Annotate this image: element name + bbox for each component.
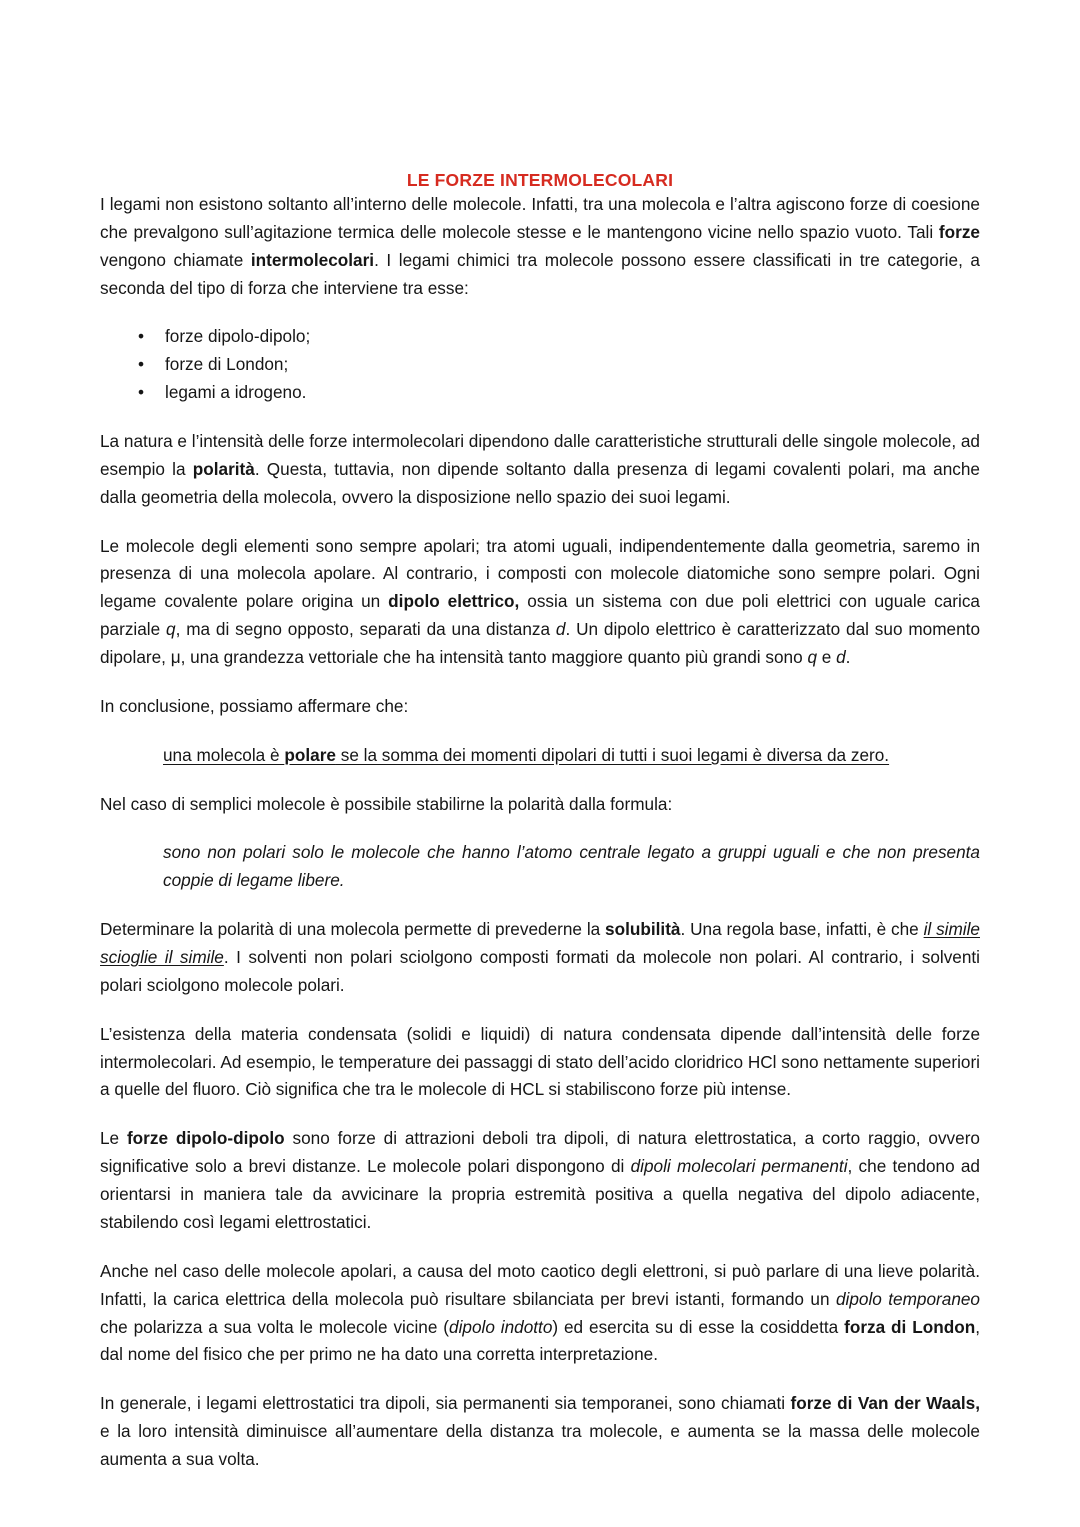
list-item-label: legami a idrogeno. <box>165 382 307 403</box>
natura-text-part1: La natura e l’intensità delle forze intermolecolari dipendono dalle caratteristiche strutturali delle singole molecole, ad esempio la <box>100 431 980 479</box>
spacer <box>100 1237 980 1258</box>
dipolo-text-part3: , che tendono ad orientarsi in maniera tale da avvicinare la propria estremità positiva a quella negativa del dipolo adiacente, stabilendo così legami elettrostatici. <box>100 1156 980 1232</box>
bullet-dot-icon: • <box>138 382 145 403</box>
page-title: LE FORZE INTERMOLECOLARI <box>406 170 674 190</box>
elementi-text-part4: . Un dipolo elettrico è caratterizzato dal suo momento dipolare, μ, una grandezza vettoriale che ha intensità tanto maggiore quanto più grandi sono <box>100 619 980 668</box>
variable-d: d <box>555 619 566 640</box>
elementi-text-part6: . <box>845 647 851 668</box>
apolari-text-part1: Anche nel caso delle molecole apolari, a causa del moto caotico degli elettroni, si può parlare di una lieve polarità. Infatti, la carica elettrica della molecola può risultare sbilanciata per brevi istanti, formando un <box>100 1260 980 1309</box>
paragraph-van-der-waals <box>100 1390 980 1474</box>
elementi-text-part1: Le molecole degli elementi sono sempre apolari; tra atomi uguali, indipendentemente dalla geometria, saremo in presenza di una molecola apolare. Al contrario, i composti con molecole diatomiche sono sempre polari. Ogni legame covalente polare origina un <box>100 535 980 612</box>
spacer <box>100 1000 980 1021</box>
vdw-bold-forze-van-der-waals: forze di Van der Waals, <box>790 1393 980 1414</box>
apolari-bold-forza-di-london: forza di London <box>844 1316 976 1337</box>
bullet-dot-icon: • <box>138 354 145 375</box>
spacer <box>100 895 980 916</box>
paragraph-elementi <box>100 533 980 672</box>
variable-q: q <box>807 647 817 668</box>
paragraph-formula-lead: Nel caso di semplici molecole è possibile stabilirne la polarità dalla formula: <box>100 793 673 814</box>
intro-text-part2: vengono chiamate <box>100 249 251 270</box>
solubilita-italic-underline-simile: il simile scioglie il simile <box>100 919 980 968</box>
dipolo-bold-forze-dipolo-dipolo: forze dipolo-dipolo <box>126 1128 285 1149</box>
elementi-text-part2: ossia un sistema con due poli elettrici con uguale carica parziale <box>100 591 980 640</box>
spacer <box>100 721 980 742</box>
quote-definizione-polare <box>100 742 980 770</box>
natura-text-part2: . Questa, tuttavia, non dipende soltanto dalla presenza di legami covalenti polari, ma anche dalla geometria della molecola, ovvero la disposizione nello spazio dei suoi legami. <box>100 458 980 507</box>
paragraph-natura <box>100 428 980 512</box>
solubilita-text-part2: . Una regola base, infatti, è che <box>680 919 924 940</box>
dipolo-text-part1: Le <box>100 1128 127 1149</box>
spacer <box>100 302 980 323</box>
apolari-italic-dipolo-temporaneo: dipolo temporaneo <box>835 1288 980 1309</box>
natura-bold-polarita: polarità <box>192 458 255 479</box>
list-item-label: forze di London; <box>165 354 289 375</box>
intro-text-part3: . I legami chimici tra molecole possono essere classificati in tre categorie, a seconda del tipo di forza che interviene tra esse: <box>100 249 980 298</box>
spacer <box>100 1104 980 1125</box>
quote-text-part1: una molecola è <box>163 744 285 765</box>
apolari-text-part2: che polarizza a sua volta le molecole vicine ( <box>100 1316 450 1337</box>
spacer <box>100 407 980 428</box>
elementi-text-part5: e <box>817 647 837 668</box>
dipolo-italic-dipoli-permanenti: dipoli molecolari permanenti <box>630 1156 848 1177</box>
intro-bold-intermolecolari: intermolecolari <box>250 249 375 270</box>
spacer <box>100 1369 980 1390</box>
quote-text-part2: se la somma dei momenti dipolari di tutti i suoi legami è diversa da zero. <box>335 744 890 765</box>
paragraph-materia-condensata: L’esistenza della materia condensata (solidi e liquidi) di natura condensata dipende dall’intensità delle forze intermolecolari. Ad esempio, le temperature dei passaggi di stato dell’acido cloridrico HCl sono nettamente superiori a quelle del fluoro. Ciò significa che tra le molecole di HCL si stabiliscono forze più intense. <box>100 1023 980 1100</box>
elementi-bold-dipolo-elettrico: dipolo elettrico, <box>388 591 520 612</box>
spacer <box>100 818 980 839</box>
quote-bold-polare: polare <box>284 744 336 765</box>
vdw-text-part1: In generale, i legami elettrostatici tra dipoli, sia permanenti sia temporanei, sono chiamati <box>100 1393 791 1414</box>
bullet-dot-icon: • <box>138 326 145 347</box>
apolari-text-part4: , dal nome del fisico che per primo ne ha dato una corretta interpretazione. <box>100 1316 980 1365</box>
spacer <box>100 672 980 693</box>
spacer <box>100 512 980 533</box>
intro-bold-forze: forze <box>938 221 980 242</box>
solubilita-bold-solubilita: solubilità <box>605 919 681 940</box>
variable-q: q <box>166 619 176 640</box>
list-item <box>100 379 980 407</box>
elementi-text-part3: , ma di segno opposto, separati da una distanza <box>175 619 556 640</box>
variable-d: d <box>836 647 846 668</box>
bullet-list <box>100 323 980 407</box>
paragraph-apolari <box>100 1258 980 1369</box>
list-item-label: forze dipolo-dipolo; <box>165 326 311 347</box>
paragraph-intro <box>100 191 980 302</box>
list-item <box>100 323 980 351</box>
spacer <box>100 770 980 791</box>
document-content <box>100 0 980 1474</box>
list-item <box>100 351 980 379</box>
quote-regola-formula: sono non polari solo le molecole che hanno l’atomo centrale legato a gruppi uguali e che non presenta coppie di legame libere. <box>163 842 980 891</box>
apolari-italic-dipolo-indotto: dipolo indotto <box>449 1316 553 1337</box>
paragraph-solubilita <box>100 916 980 1000</box>
paragraph-conclusione-lead: In conclusione, possiamo affermare che: <box>100 695 409 716</box>
apolari-text-part3: ) ed esercita su di esse la cosiddetta <box>552 1316 845 1337</box>
vdw-text-part2: e la loro intensità diminuisce all’aumentare della distanza tra molecole, e aumenta se la massa delle molecole aumenta a sua volta. <box>100 1421 980 1469</box>
intro-text-part1: I legami non esistono soltanto all’interno delle molecole. Infatti, tra una molecola e l’altra agiscono forze di coesione che prevalgono sull’agitazione termica delle molecole stesse e le mantengono vicine nello spazio vuoto. Tali <box>100 194 980 242</box>
solubilita-text-part3: . I solventi non polari sciolgono composti formati da molecole non polari. Al contrario, i solventi polari sciolgono molecole polari. <box>100 947 981 995</box>
solubilita-text-part1: Determinare la polarità di una molecola permette di prevederne la <box>100 919 606 940</box>
dipolo-text-part2: sono forze di attrazioni deboli tra dipoli, di natura elettrostatica, a corto raggio, ovvero significative solo a brevi distanze. Le molecole polari dispongono di <box>100 1128 980 1177</box>
paragraph-dipolo-dipolo <box>100 1125 980 1236</box>
